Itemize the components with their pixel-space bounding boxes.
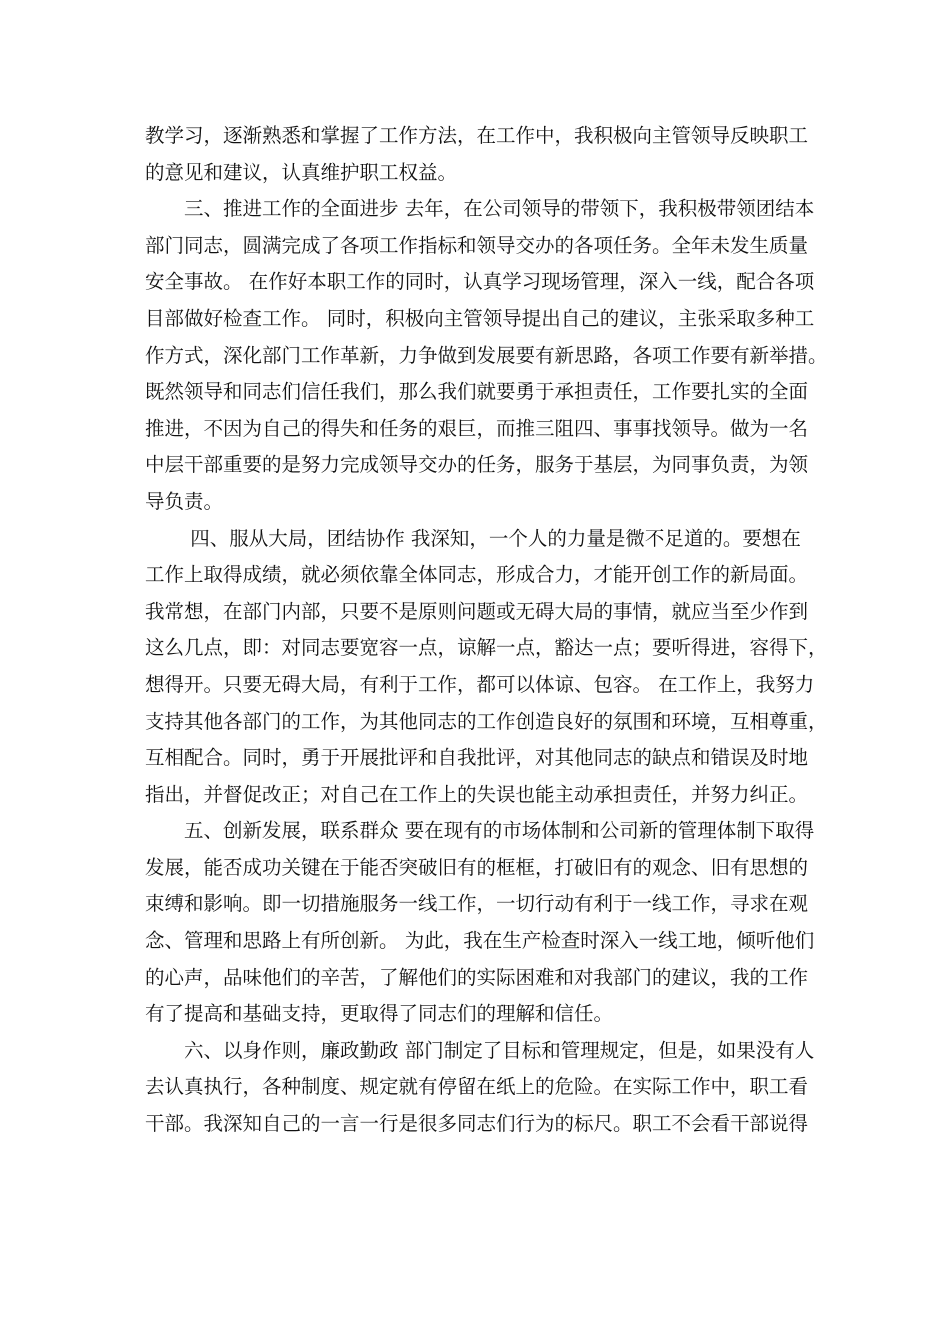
text-line: 想得开。只要无碍大局，有利于工作，都可以体谅、包容。 在工作上，我努力 [145, 672, 815, 696]
text-line: 互相配合。同时，勇于开展批评和自我批评，对其他同志的缺点和错误及时地 [145, 746, 809, 770]
text-line: 干部。我深知自己的一言一行是很多同志们行为的标尺。职工不会看干部说得 [145, 1112, 809, 1136]
text-line: 四、服从大局，团结协作 我深知，一个人的力量是微不足道的。要想在 [145, 526, 801, 550]
text-line: 安全事故。 在作好本职工作的同时，认真学习现场管理，深入一线，配合各项 [145, 270, 815, 294]
text-line: 支持其他各部门的工作，为其他同志的工作创造良好的氛围和环境，互相尊重， [145, 709, 828, 733]
text-line: 三、推进工作的全面进步 去年，在公司领导的带领下，我积极带领团结本 [145, 197, 815, 221]
text-line: 有了提高和基础支持，更取得了同志们的理解和信任。 [145, 1002, 614, 1026]
document-body [145, 118, 828, 1143]
text-line: 六、以身作则，廉政勤政 部门制定了目标和管理规定，但是，如果没有人 [145, 1038, 815, 1062]
text-line: 的意见和建议，认真维护职工权益。 [145, 160, 458, 184]
text-line: 教学习，逐渐熟悉和掌握了工作方法，在工作中，我积极向主管领导反映职工 [145, 124, 809, 147]
text-line: 部门同志，圆满完成了各项工作指标和领导交办的各项任务。全年未发生质量 [145, 233, 809, 257]
text-line: 导负责。 [145, 489, 224, 513]
text-line: 念、管理和思路上有所创新。 为此，我在生产检查时深入一线工地，倾听他们 [145, 929, 815, 953]
text-line: 我常想，在部门内部，只要不是原则问题或无碍大局的事情，就应当至少作到 [145, 599, 809, 623]
text-line: 目部做好检查工作。 同时，积极向主管领导提出自己的建议，主张采取多种工 [145, 306, 815, 330]
text-line: 发展，能否成功关键在于能否突破旧有的框框，打破旧有的观念、旧有思想的 [145, 855, 809, 879]
text-line: 五、创新发展，联系群众 要在现有的市场体制和公司新的管理体制下取得 [145, 819, 815, 843]
text-line: 去认真执行，各种制度、规定就有停留在纸上的危险。在实际工作中，职工看 [145, 1075, 809, 1099]
text-line: 中层干部重要的是努力完成领导交办的任务，服务于基层，为同事负责，为领 [145, 453, 809, 477]
text-line: 这么几点，即：对同志要宽容一点，谅解一点，豁达一点；要听得进，容得下， [145, 636, 828, 660]
text-line: 作方式，深化部门工作革新，力争做到发展要有新思路，各项工作要有新举措。 [145, 343, 828, 367]
text-line: 的心声，品味他们的辛苦，了解他们的实际困难和对我部门的建议，我的工作 [145, 965, 809, 989]
text-line: 既然领导和同志们信任我们，那么我们就要勇于承担责任，工作要扎实的全面 [145, 380, 809, 404]
text-line: 工作上取得成绩，就必须依靠全体同志，形成合力，才能开创工作的新局面。 [145, 563, 809, 587]
text-line: 束缚和影响。即一切措施服务一线工作，一切行动有利于一线工作，寻求在观 [145, 892, 809, 916]
text-line: 指出，并督促改正；对自己在工作上的失误也能主动承担责任，并努力纠正。 [145, 782, 809, 806]
text-line: 推进，不因为自己的得失和任务的艰巨，而推三阻四、事事找领导。做为一名 [145, 416, 809, 440]
